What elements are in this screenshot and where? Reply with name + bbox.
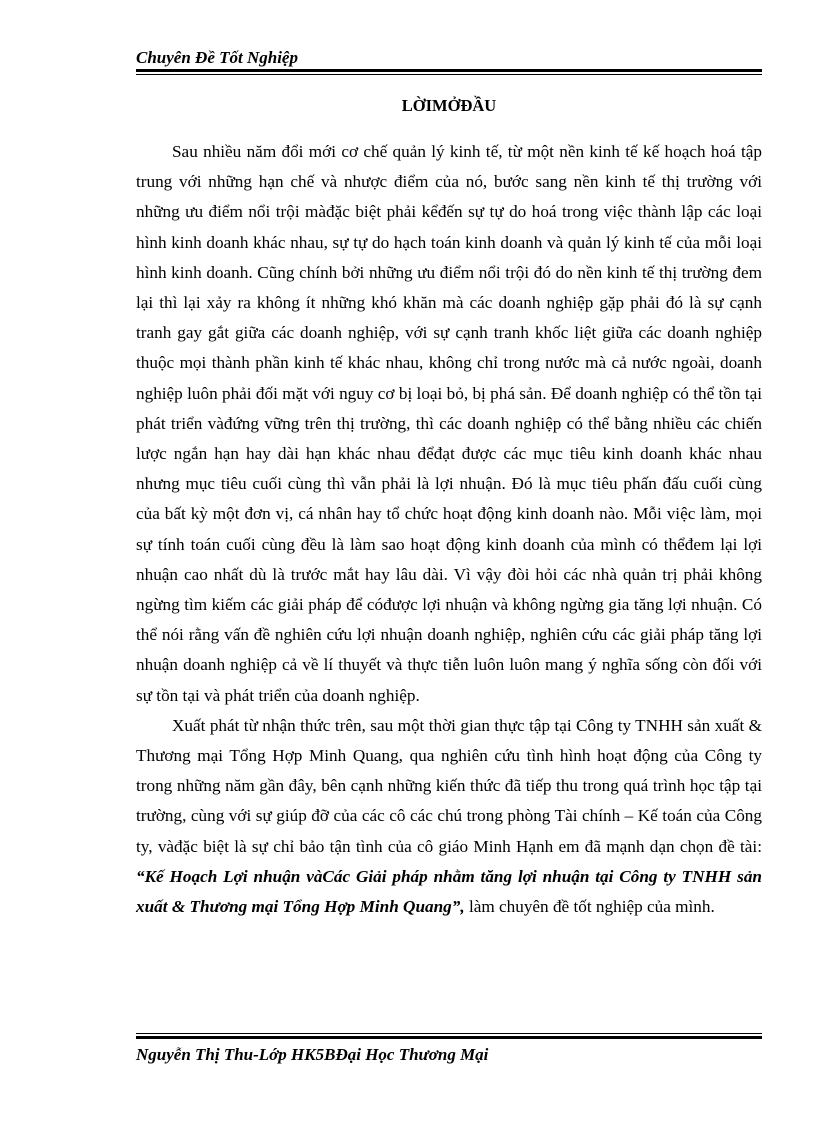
running-header: Chuyên Đề Tốt Nghiệp [136,48,298,67]
paragraph [136,711,762,922]
page-title: LỜIMỞĐẦU [401,96,497,115]
header-rule [136,69,762,75]
body-text [136,137,762,922]
thesis-topic: “Kế Hoạch Lợi nhuận vàCác Giải pháp nhằm tăng lợi nhuận tại Công ty TNHH sản xuất & Thương mại Tổng Hợp Minh Quang”, [136,866,762,917]
running-footer: Nguyễn Thị Thu-Lớp HK5BĐại Học Thương Mại [136,1045,489,1064]
footer-rule [136,1033,762,1039]
paragraph-closing: làm chuyên đề tốt nghiệp của mình. [464,897,715,917]
paragraph: Sau nhiều năm đổi mới cơ chế quản lý kinh tế, từ một nền kinh tế kế hoạch hoá tập trung với những hạn chế và nhược điểm của nó, bước sang nền kinh tế thị trường với những ưu điểm nổi trội màđặc biệt phải kểđến sự tự do hoá trong việc thành lập các loại hình kinh doanh khác nhau, sự tự do hạch toán kinh doanh và quản lý kinh tế của mỗi loại hình kinh doanh. Cũng chính bởi những ưu điểm nổi trội đó do nền kinh tế thị trường đem lại thì lại xảy ra không ít những khó khăn mà các doanh nghiệp gặp phải đó là sự cạnh tranh gay gắt giữa các doanh nghiệp, với sự cạnh tranh khốc liệt giữa các doanh nghiệp thuộc mọi thành phần kinh tế khác nhau, không chỉ trong nước mà cả nước ngoài, doanh nghiệp luôn phải đối mặt với nguy cơ bị loại bỏ, bị phá sản. Để doanh nghiệp có thể tồn tại phát triển vàđứng vững trên thị trường, thì các doanh nghiệp có thể bằng nhiều các chiến lược ngắn hạn hay dài hạn khác nhau đểđạt được các mục tiêu kinh doanh khác nhau nhưng mục tiêu cuối cùng thì vẫn phải là lợi nhuận. Đó là mục tiêu phấn đấu cuối cùng của bất kỳ một đơn vị, cá nhân hay tổ chức hoạt động kinh doanh nào. Mỗi việc làm, mọi sự tính toán cuối cùng đều là làm sao hoạt động kinh doanh của mình có thểđem lại lợi nhuận cao nhất dù là trước mắt hay lâu dài. Vì vậy đòi hỏi các nhà quản trị phải không ngừng tìm kiếm các giải pháp để cóđược lợi nhuận và không ngừng gia tăng lợi nhuận. Có thể nói rằng vấn đề nghiên cứu lợi nhuận doanh nghiệp, nghiên cứu các giải pháp tăng lợi nhuận doanh nghiệp cả về lí thuyết và thực tiễn luôn luôn mang ý nghĩa sống còn đối với sự tồn tại và phát triển của doanh nghiệp. [136,142,762,705]
paragraph-text: Xuất phát từ nhận thức trên, sau một thời gian thực tập tại Công ty TNHH sản xuất & Thương mại Tổng Hợp Minh Quang, qua nghiên cứu tình hình hoạt động của Công ty trong những năm gần đây, bên cạnh những kiến thức đã tiếp thu trong quá trình học tập tại trường, cùng với sự giúp đỡ của các cô các chú trong phòng Tài chính – Kế toán của Công ty, vàđặc biệt là sự chỉ bảo tận tình của cô giáo Minh Hạnh em đã mạnh dạn chọn đề tài: [136,715,762,856]
